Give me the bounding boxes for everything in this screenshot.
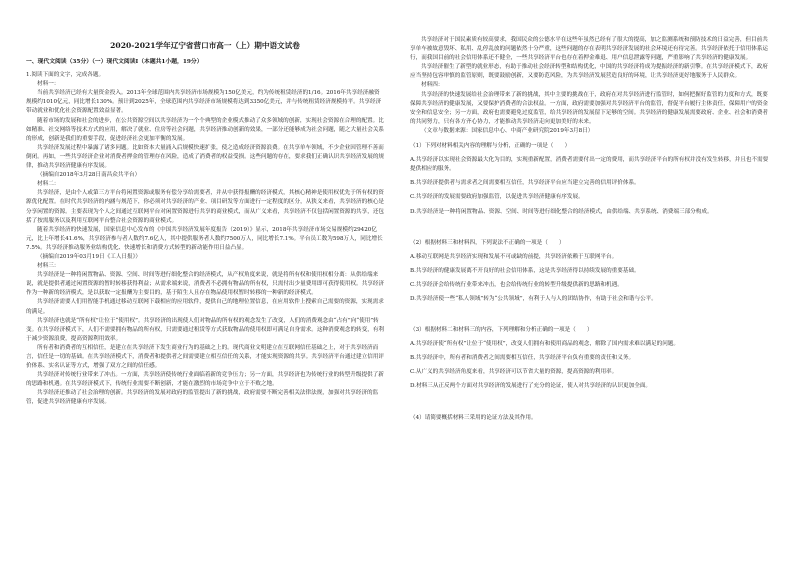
material3-para: 所有者和消费者的互相信任，是建立在共享经济下发生商业行为的基础之上的。现代商业文明建立在互联网信任基础之上，对于共享经济而言，信任是一切的基础。在共享经济模式下，消费者和提供者之间需要建立相互信任的关系，才能实现资源的共享。共享经济平台通过建立信用评价体系、实名认证等方式，增强了双方之间的信任感。 xyxy=(26,344,384,370)
material2-source: （摘编自2019年03月19日《工人日报》） xyxy=(37,253,141,260)
question-3-option-d: D.材料三从正反两个方面对共享经济的发展进行了充分的论证，使人对共享经济的认识更加全面。 xyxy=(410,383,652,390)
question-1-stem: （1）下列对材料相关内容的理解与分析，正确的一项是（ ） xyxy=(410,143,571,150)
material3-para: 共享经济是一种将闲置物品、资源、空间、时间等进行细化整合的经济模式，从产权角度来说，就是将所有权和使用权相分离：从供给端来说，就是提供者通过闲置资源的暂时转移获得利益；从需求端来说，消费者不必拥有物品的所有权，只需付出少量费用即可获得使用权。共享经济作为一种新的经济模式，是以获取一定报酬为主要目的，基于陌生人且存在物品使用权暂时转移的一种新的经济模式。 xyxy=(26,272,384,297)
material1-source: （摘编自2018年3月28日南昌众共平台） xyxy=(37,172,141,179)
right-column xyxy=(410,36,772,552)
left-column xyxy=(26,40,384,552)
question-1-option-b: B.共享经济提供者与需求者之间需要相互信任，共享经济平台应当建立完善的信用评价体系。 xyxy=(410,180,640,187)
material1-para: 共享经济发展过程中暴露了诸多问题。比如资本大量涌入后规模快速扩张，使之造成经济资源浪费。在共享单车领域，不少企业因管理不善而倒闭。再如，一些共享经济企业对消费者押金的管理存在风险，造成了消费者的权益受损。这些问题的存在，要求我们正确认识共享经济发展的规律，推动共享经济健康有序发展。 xyxy=(26,144,384,170)
material3-para: 共享经济还推动了社会治理的创新。共享经济的发展对政府的监管提出了新的挑战，政府需要不断完善相关法律法规，加强对共享经济的监管，促进共享经济健康有序发展。 xyxy=(26,390,379,406)
material1-para: 随着市场的发展和社会的进步，在公共资源空间以共享经济为一个个典型的企业模式推动了众多领域的创新，实现社会资源在合理的配置。比如精准、社交网络等技术方式的应用，解决了就业、住房等社会问题，共享经济推动创新的效果，一部分还能够成为社会问题，随之大量社会关系的形成，创新是我们的重要手段，促进经济社会更加平衡的发展。 xyxy=(26,117,384,142)
material2-heading: 材料二： xyxy=(37,181,60,188)
question-3-option-a: A.共享经济使“所有权”让位于“使用权”，改变人们拥有和使用商品的观念，解除了国内需求难以满足的问题。 xyxy=(410,341,679,348)
question-2-option-d: D.共享经济使一些“私人领域”转为“公共领域”，有利于人与人的团结协作，有助于社会和谐与公平。 xyxy=(410,295,657,302)
question-3-option-b: B.共享经济中，所有者和消费者之间需要相互信任，共享经济平台负有重要的责任和义务。 xyxy=(410,355,635,362)
right-source: （文章与数据来源：国家信息中心、中商产业研究院2019年3月8日） xyxy=(421,127,594,134)
material3-para: 共享经济需要人们用智能手机通过移动互联网下载相应的应用软件，提供自己的地理位置信息，在应用软件上搜索自己需要的资源，实现需求的满足。 xyxy=(26,299,384,315)
question-2-stem: （2）根据材料三和材料四，下列说法不正确的一项是（ ） xyxy=(410,239,565,246)
material2-para: 共享经济，是由个人或第三方平台将闲置资源或服务有偿分享给需要者，并从中获得报酬的经济模式，其核心精神是使用权优先于所有权的资源优化配置。在时代共享经济的内涵与规范下，你必须对共享经济的产业、项目研发等方面进行一定程度的区分，从狭义来看，共享经济的核心是分享闲置的资源。主要表现为个人之间通过互联网平台对闲置资源进行共享的商业模式，而从广义来看，共享经济不仅包括闲置资源的共享，还包括了按需服务以及利用互联网平台整合社会资源的商业模式。 xyxy=(26,190,384,224)
section-heading: 一、现代文阅读（35分）（一）现代文阅读Ⅰ（本题共1小题，19分） xyxy=(26,59,203,65)
material1-para: 当前共享经济已经有大量资金投入。2013年全球范围内共享经济市场规模为150亿美元，约为传统租赁经济的1/16。2016年共享经济融资规模约1010亿元，同比增长130%。预计到2025年，全球范围内共享经济市场规模将达到3350亿美元，并与传统租赁经济规模持平。共享经济带动就业和优化社会资源配置效益显著。 xyxy=(26,90,382,115)
material3-heading: 材料三： xyxy=(37,263,60,270)
right-para: 共享经济对于国民素质有较高要求，我国民众的公德水平在这些年虽然已经有了很大的提高，加之监测系统和预防技术的日益完善，但目前共享单车被故意毁坏、私用、乱停乱放的问题依然十分严重，这些问题的存在表明共享经济发展的社会环境还有待完善。共享经济依托于信用体系运行，而我国目前的社会信用体系还不健全，一些共享经济平台也存在着押金难退、用户信息泄露等问题，严重影响了共享经济的健康发展。 xyxy=(410,37,769,62)
question-1-option-d: D.共享经济是一种将闲置物品、资源、空间、时间等进行细化整合的经济模式，由供给端、共享系统、消费端三部分构成。 xyxy=(410,208,713,215)
question-2-option-a: A.移动互联网是共享经济实现和发展不可或缺的前提，共享经济依赖于互联网平台。 xyxy=(410,253,618,260)
material3-para: 共享经济也就是“所有权”让位于“使用权”。共享经济的出现使人们对物品的所有权的观念发生了改变，人们的消费观念由“占有”向“使用”转变。在共享经济模式下，人们不需要拥有物品的所有权，只需要通过租赁等方式获取物品的使用权即可满足自身需求。这种消费观念的转变，有利于减少资源浪费，提高资源利用效率。 xyxy=(26,317,384,342)
right-para: 共享经济催生了新型的就业形态，有助于推动社会经济转型和结构优化，中国的共享经济将成为提振经济的新引擎。在共享经济模式下，政府应当坚持包容审慎的监管原则，既要鼓励创新，又要防范风险，为共享经济发展营造良好的环境，让共享经济更好地服务于人民群众。 xyxy=(410,64,768,80)
material1-heading: 材料一： xyxy=(37,81,60,88)
material4-heading: 材料四： xyxy=(421,82,444,89)
question-1-option-a: A.共享经济以实现社会资源最大化为目的，实现重新配置，消费者需要付出一定的费用，而共享经济平台的所有权并没有发生转移，并且也不需要提供相应的服务。 xyxy=(410,157,769,173)
material2-para: 随着共享经济的快速发展，国家信息中心发布的《中国共享经济发展年度报告（2019）》显示，2018年共享经济市场交易规模约29420亿元，比上年增长41.6%，共享经济参与者人数约7.6亿人，其中提供服务者人数约7500万人，同比增长7.1%。平台员工数为598万人，同比增长7.5%。共享经济推动服务业结构优化、快速增长和消费方式转型的新动能作用日益凸显。 xyxy=(26,226,383,251)
instruction: 1.阅读下面的文字，完成各题。 xyxy=(26,72,105,79)
material3-para: 共享经济对传统行业带来了冲击。一方面，共享经济使传统行业面临着新的竞争压力；另一方面，共享经济也为传统行业的转型升级提供了新的思路和机遇。在共享经济模式下，传统行业需要不断创新，才能在激烈的市场竞争中立于不败之地。 xyxy=(26,372,384,388)
question-3-option-c: C.从广义的共享经济角度来看，共享经济可以节省大量的资源，提高资源的利用率。 xyxy=(410,369,618,376)
right-para: 共享经济的快速发展给社会治理带来了新的挑战，其中主要的挑战在于，政府在对共享经济进行监管时，如何把握好监管的力度和方式，既要保障共享经济的健康发展，又要保护消费者的合法权益。一方面，政府需要加强对共享经济平台的监管，督促平台履行主体责任，保障用户的资金安全和信息安全；另一方面，政府也需要避免过度监管，给共享经济的发展留下足够的空间。共享经济的健康发展需要政府、企业、社会和消费者的共同努力，只有各方齐心协力，才能推动共享经济走向更加美好的未来。 xyxy=(410,91,769,125)
left-content xyxy=(26,58,384,408)
question-3-stem: （3）根据材料二和材料三的内容，下列理解和分析正确的一项是（ ） xyxy=(410,327,593,334)
question-1-option-c: C.共享经济的发展需要政府加强监管，以促进共享经济健康有序发展。 xyxy=(410,194,584,201)
question-2-option-b: B.共享经济的健康发展离不开良好的社会信用体系，这是共享经济得以持续发展的重要基础。 xyxy=(410,267,640,274)
page-title: 2020-2021学年辽宁省营口市高一（上）期中语文试卷 xyxy=(110,41,300,50)
question-4-stem: （4）请简要概括材料三采用的论证方法及其作用。 xyxy=(410,414,537,421)
question-2-option-c: C.共享经济会给传统行业带来冲击，也会给传统行业的转型升级提供新的思路和机遇。 xyxy=(410,281,623,288)
